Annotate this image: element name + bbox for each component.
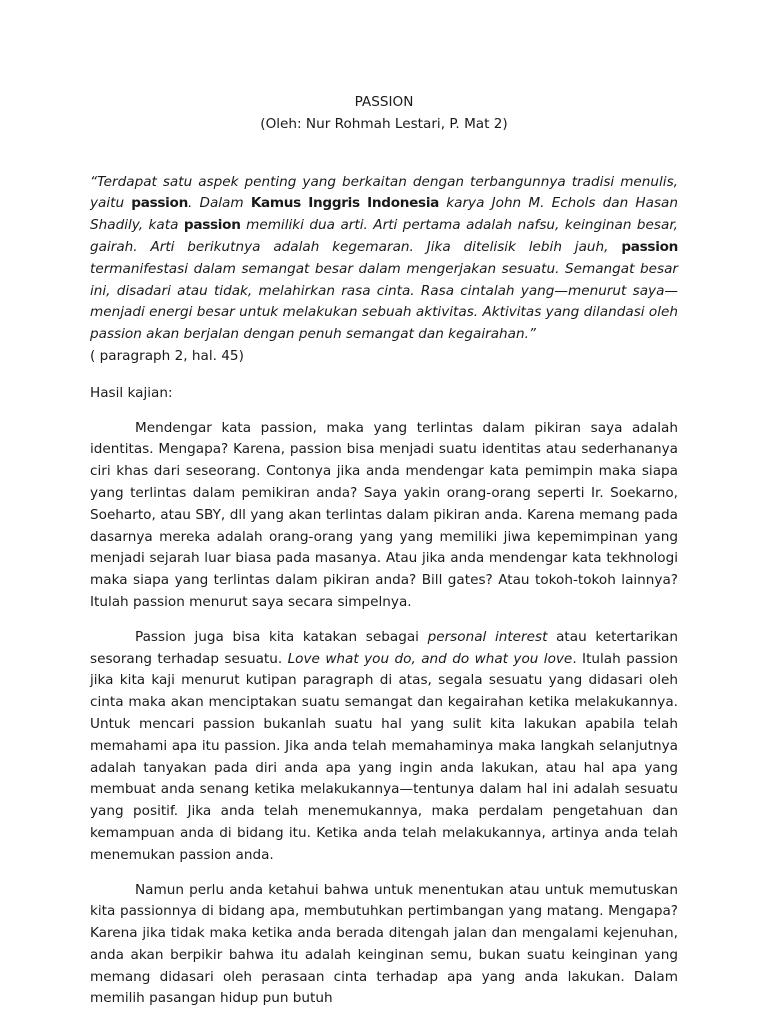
paragraph-2 <box>90 627 678 867</box>
quote-bold-term: passion <box>621 238 678 255</box>
quote-text: termanifestasi dalam semangat besar dalam mengerjakan sesuatu. Semangat besar ini, disadari atau tidak, melahirkan rasa cinta. Rasa cintalah yang—menurut saya—menjadi energi besar untuk melakukan sebuah aktivitas. Aktivitas yang dilandasi oleh passion akan berjalan dengan penuh semangat dan kegairahan.” <box>90 260 678 343</box>
section-heading: Hasil kajian: <box>90 384 173 401</box>
document-page <box>90 92 678 1023</box>
paragraph-1: Mendengar kata passion, maka yang terlintas dalam pikiran saya adalah identitas. Mengapa? Karena, passion bisa menjadi suatu identitas atau sederhananya ciri khas dari seseorang. Contonya jika anda mendengar kata pemimpin maka siapa yang terlintas dalam pemikiran anda? Saya yakin orang-orang seperti Ir. Soekarno, Soeharto, atau SBY, dll yang akan terlintas dalam pikiran anda. Karena memang pada dasarnya mereka adalah orang-orang yang yang memiliki jiwa kepemimpinan yang menjadi sejarah luar biasa pada masanya. Atau jika anda mendengar kata tekhnologi maka siapa yang terlintas dalam pikiran anda? Bill gates? Atau tokoh-tokoh lainnya? Itulah passion menurut saya secara simpelnya. <box>90 419 678 610</box>
quote-text: . Dalam <box>187 195 251 212</box>
paragraph-italic: Love what you do, and do what you love <box>287 650 573 667</box>
quote-bold-term: Kamus Inggris Indonesia <box>250 195 440 212</box>
quote-block <box>90 172 678 346</box>
quote-source: ( paragraph 2, hal. 45) <box>90 347 244 364</box>
paragraph-italic: personal interest <box>427 628 548 645</box>
author-line: (Oleh: Nur Rohmah Lestari, P. Mat 2) <box>260 115 508 132</box>
quote-text: memiliki dua arti. Arti pertama adalah nafsu, keinginan besar, gairah. Arti berikutnya adalah kegemaran. Jika ditelisik lebih jauh, <box>90 217 678 255</box>
paragraph-3: Namun perlu anda ketahui bahwa untuk menentukan atau untuk memutuskan kita passionnya di bidang apa, membutuhkan pertimbangan yang matang. Mengapa? Karena jika tidak maka ketika anda berada ditengah jalan dan mengalami kejenuhan, anda akan berpikir bahwa itu adalah keinginan semu, bukan suatu keinginan yang memang didasari oleh perasaan cinta terhadap apa yang anda lakukan. Dalam memilih pasangan hidup pun butuh <box>90 881 678 1007</box>
quote-bold-term: passion <box>131 195 188 212</box>
quote-bold-term: passion <box>183 217 241 234</box>
paragraph-text: atau ketertarikan sesorang terhadap sesuatu. <box>90 628 678 667</box>
quote-text: karya John M. Echols dan Hasan Shadily, kata <box>90 195 678 234</box>
paragraph-text: Passion juga bisa kita katakan sebagai <box>135 628 428 645</box>
document-title: PASSION <box>354 94 414 110</box>
quote-text: “Terdapat satu aspek penting yang berkaitan dengan terbangunnya tradisi menulis, yaitu <box>90 173 678 212</box>
paragraph-text: . Itulah passion jika kita kaji menurut kutipan paragraph di atas, segala sesuatu yang didasari oleh cinta maka akan menciptakan suatu semangat dan kegairahan ketika melakukannya. Untuk mencari passion bukanlah suatu hal yang sulit kita lakukan apabila telah memahami apa itu passion. Jika anda telah memahaminya maka langkah selanjutnya adalah tanyakan pada diri anda apa yang ingin anda lakukan, atau hal apa yang membuat anda senang ketika melakukannya—tentunya dalam hal ini adalah sesuatu yang positif. Jika anda telah menemukannya, maka perdalam pengetahuan dan kemampuan anda di bidang itu. Ketika anda telah melakukannya, artinya anda telah menemukan passion anda. <box>90 650 678 863</box>
